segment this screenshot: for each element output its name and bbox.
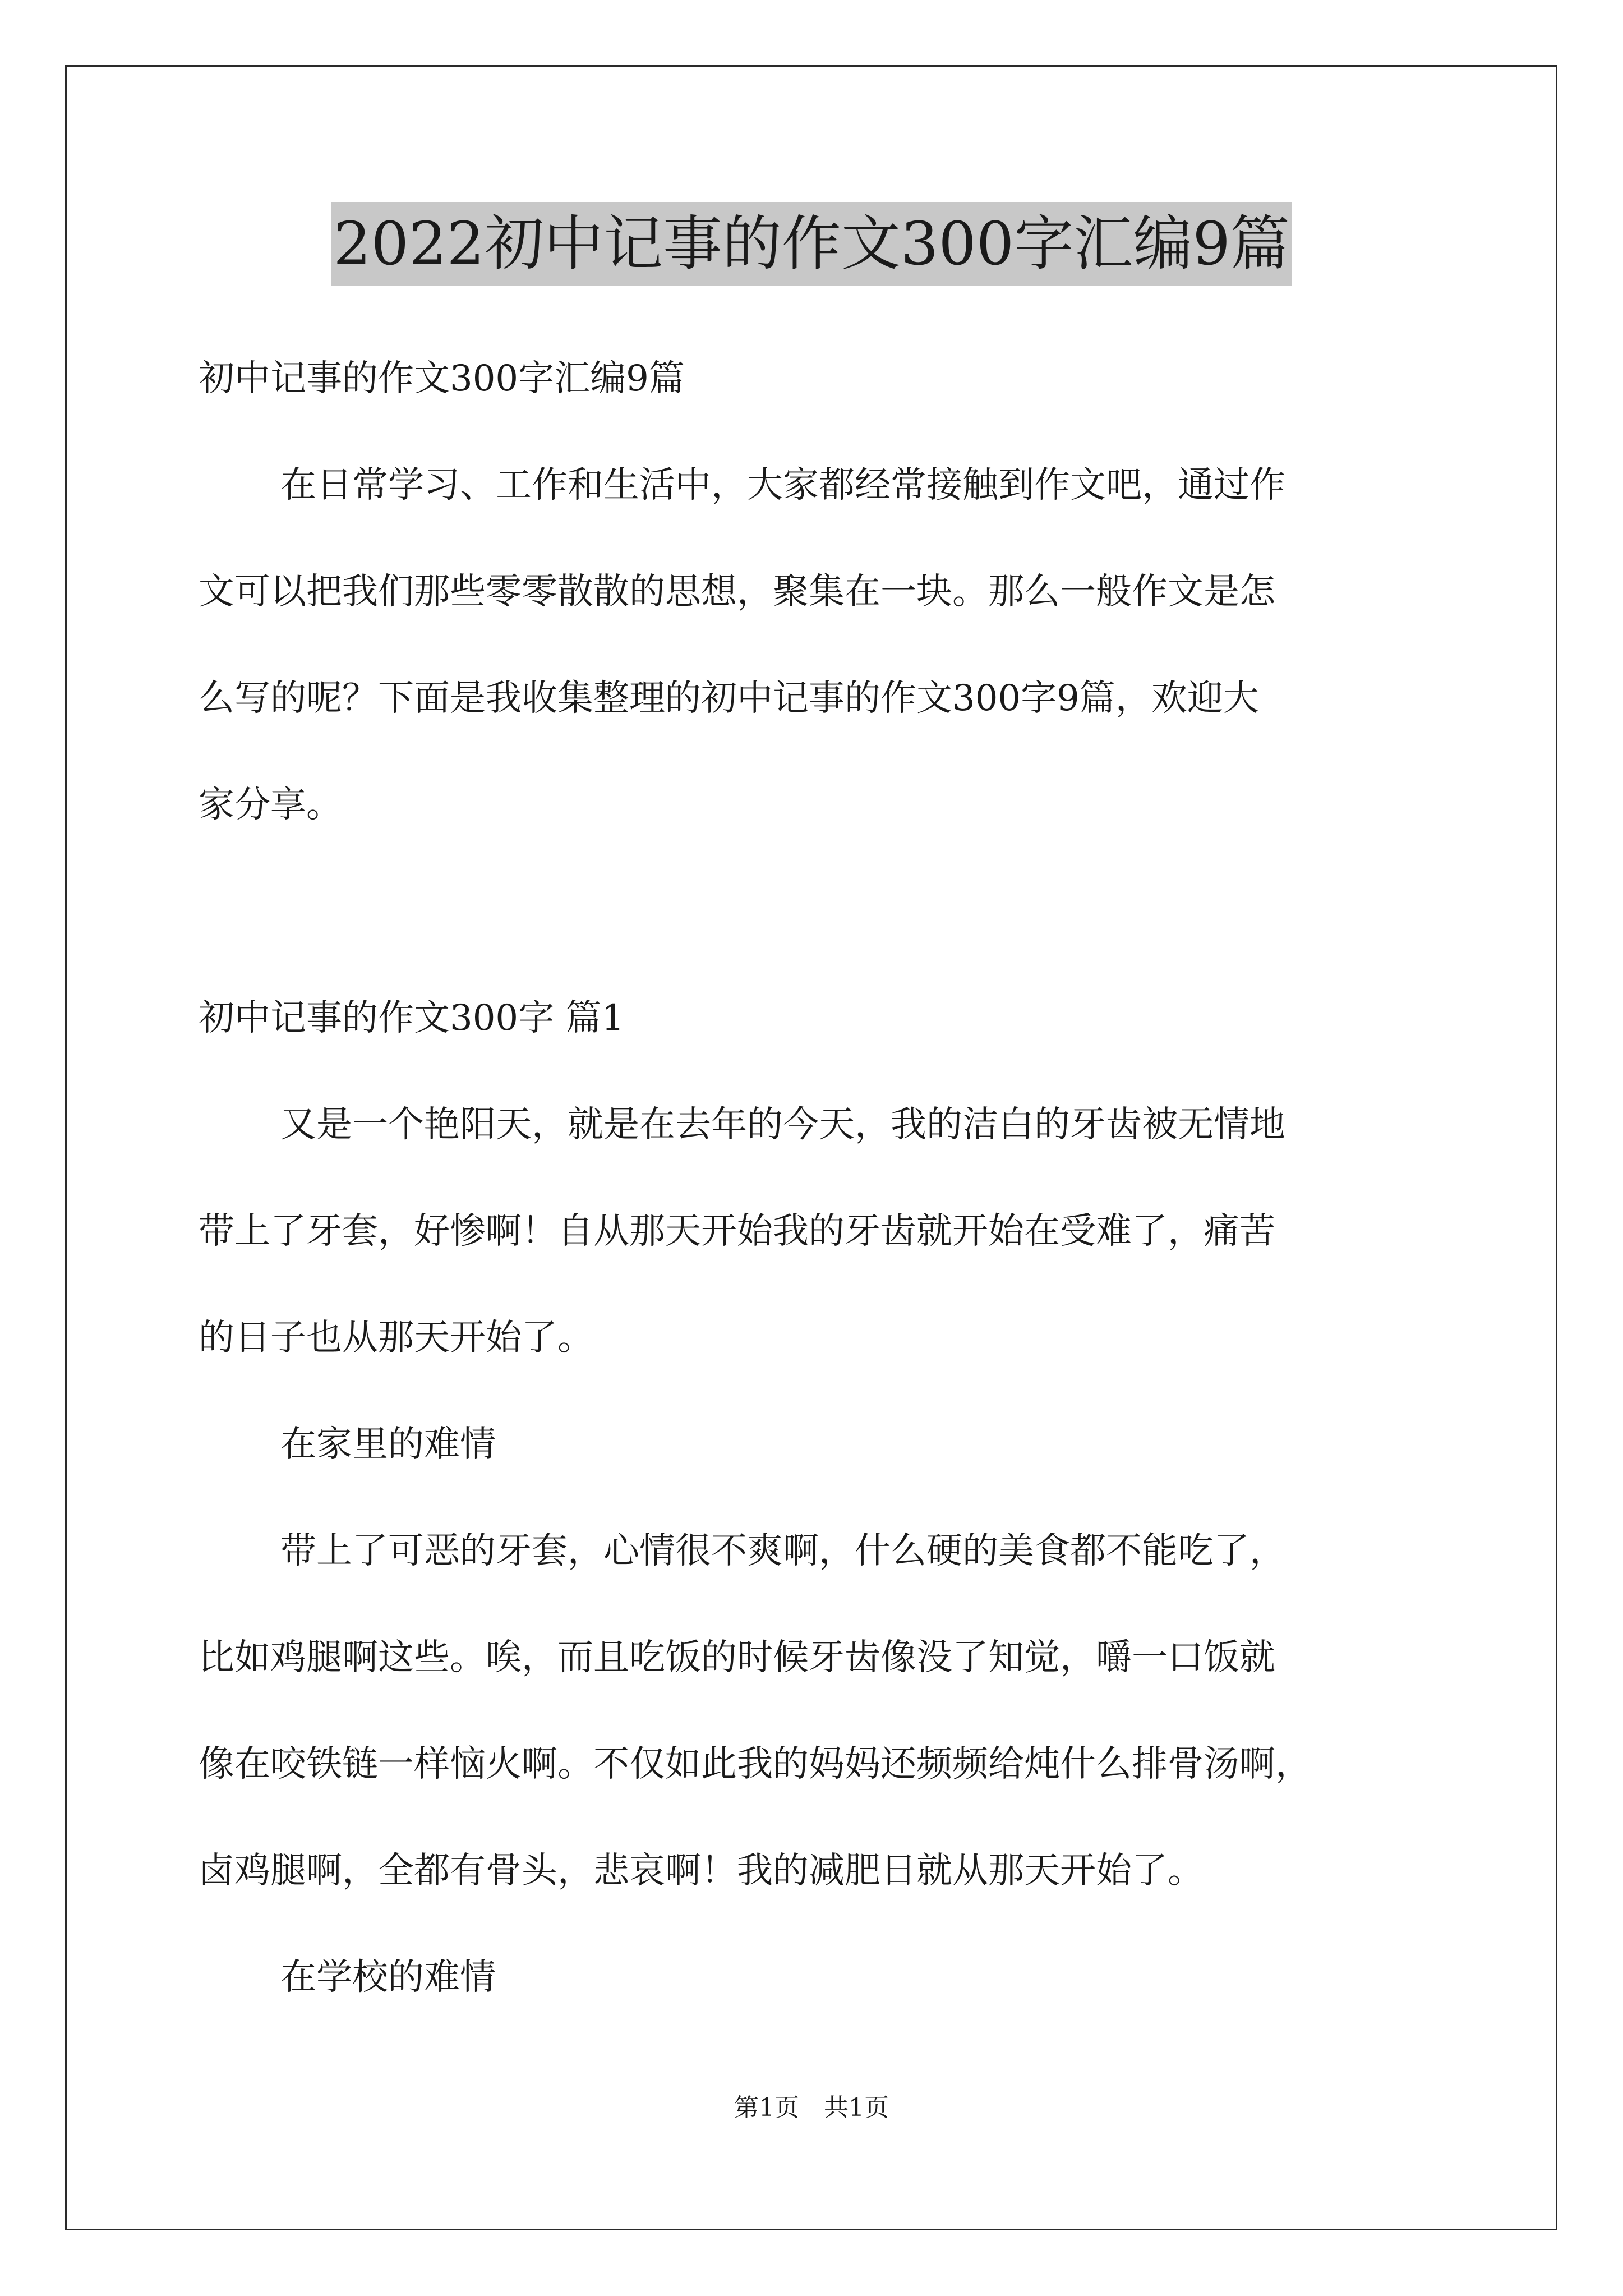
page-number: 第1页 共1页 bbox=[734, 2093, 889, 2122]
intro-line-1: 在日常学习、工作和生活中，大家都经常接触到作文吧，通过作 bbox=[280, 464, 1285, 506]
intro-line-2: 文可以把我们那些零零散散的思想，聚集在一块。那么一般作文是怎 bbox=[199, 571, 1275, 613]
paragraph2-line-1: 带上了可恶的牙套，心情很不爽啊，什么硬的美食都不能吃了， bbox=[280, 1530, 1285, 1572]
subheading-home: 在家里的难情 bbox=[280, 1424, 496, 1465]
intro-line-3: 么写的呢？下面是我收集整理的初中记事的作文300字9篇，欢迎大 bbox=[199, 678, 1259, 719]
paragraph2-line-2: 比如鸡腿啊这些。唉，而且吃饭的时候牙齿像没了知觉，嚼一口饭就 bbox=[199, 1637, 1275, 1678]
paragraph2-line-4: 卤鸡腿啊，全都有骨头，悲哀啊！我的减肥日就从那天开始了。 bbox=[199, 1850, 1204, 1892]
subheading-school: 在学校的难情 bbox=[280, 1957, 496, 1998]
document-title: 2022初中记事的作文300字汇编9篇 bbox=[331, 202, 1292, 286]
intro-line-4: 家分享。 bbox=[199, 784, 342, 826]
paragraph1-line-1: 又是一个艳阳天，就是在去年的今天，我的洁白的牙齿被无情地 bbox=[280, 1104, 1285, 1145]
paragraph2-line-3: 像在咬铁链一样恼火啊。不仅如此我的妈妈还频频给炖什么排骨汤啊， bbox=[199, 1743, 1311, 1785]
title-container bbox=[0, 202, 1623, 286]
document-subtitle: 初中记事的作文300字汇编9篇 bbox=[199, 358, 685, 399]
paragraph1-line-2: 带上了牙套，好惨啊！自从那天开始我的牙齿就开始在受难了，痛苦 bbox=[199, 1211, 1275, 1252]
section-heading: 初中记事的作文300字 篇1 bbox=[199, 997, 625, 1039]
paragraph1-line-3: 的日子也从那天开始了。 bbox=[199, 1317, 593, 1359]
